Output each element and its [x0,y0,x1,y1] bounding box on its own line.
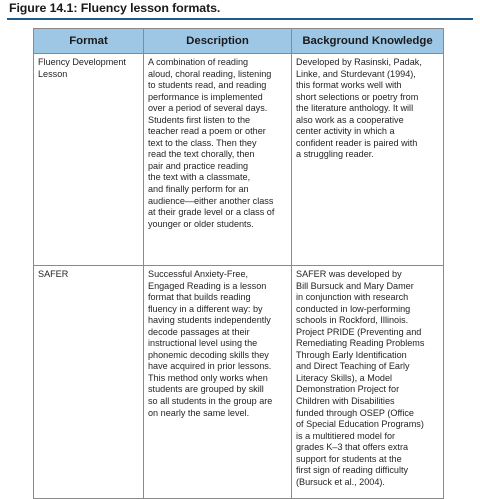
text-line: Remediating Reading Problems [296,338,425,349]
description-text [148,269,287,419]
text-line: Demonstration Project for [296,384,400,395]
text-line: text to the class. Then they [148,137,257,148]
text-line: also work as a cooperative [296,114,404,125]
table-row [34,54,444,266]
format-cell [34,266,144,499]
title-rule [7,18,473,20]
text-line: aloud, choral reading, listening [148,68,272,79]
text-line: SAFER [38,269,69,279]
text-line: performance is implemented [148,91,263,102]
text-line: this format works well with [296,80,402,91]
text-line: is a multitiered model for [296,430,396,441]
text-line: have acquired in prior lessons. [148,361,272,372]
text-line: Children with Disabilities [296,396,395,407]
text-line: in conjunction with research [296,292,409,303]
background-text [296,269,439,488]
text-line: Engaged Reading is a lesson [148,280,267,291]
text-line: SAFER was developed by [296,269,402,279]
text-line: Fluency Development [38,57,126,67]
text-line: support for students at the [296,453,402,464]
text-line: and Direct Teaching of Early [296,361,410,372]
text-line: so all students in the group are [148,396,273,407]
text-line: center activity in which a [296,126,395,137]
text-line: students are grouped by skill [148,384,264,395]
text-line: Lesson [38,68,68,79]
background-cell [292,266,444,499]
background-text [296,57,439,161]
text-line: funded through OSEP (Office [296,407,414,418]
text-line: format that builds reading [148,292,251,303]
text-line: younger or older students. [148,218,254,229]
text-line: Through Early Identification [296,349,407,360]
format-cell [34,54,144,266]
background-cell [292,54,444,266]
text-line: Project PRIDE (Preventing and [296,326,422,337]
text-line: phonemic decoding skills they [148,349,269,360]
text-line: read the text chorally, then [148,149,255,160]
text-line: Developed by Rasinski, Padak, [296,57,422,67]
header-format: Format [34,29,144,54]
header-background-knowledge: Background Knowledge [292,29,444,54]
description-text [148,57,287,230]
text-line: conducted in low-performing [296,303,411,314]
table-header-row [34,29,444,54]
description-cell [144,54,292,266]
text-line: schools in Rockford, Illinois. [296,315,409,326]
text-line: having students independently [148,315,271,326]
text-line: confident reader is paired with [296,137,418,148]
text-line: A combination of reading [148,57,249,67]
text-line: (Bursuck et al., 2004). [296,476,385,487]
text-line: to students read, and reading [148,80,267,91]
text-line: of Special Education Programs) [296,419,424,430]
text-line: short selections or poetry from [296,91,419,102]
text-line: grades K–3 that offers extra [296,442,409,453]
text-line: This method only works when [148,372,268,383]
text-line: Bill Bursuck and Mary Damer [296,280,414,291]
text-line: teacher read a poem or other [148,126,266,137]
table-row [34,266,444,499]
text-line: first sign of reading difficulty [296,465,409,476]
text-line: instructional level using the [148,338,258,349]
text-line: Linke, and Sturdevant (1994), [296,68,416,79]
format-text [38,269,139,281]
text-line: Successful Anxiety-Free, [148,269,249,279]
text-line: at their grade level or a class of [148,207,275,218]
text-line: and finally perform for an [148,184,249,195]
text-line: audience—either another class [148,195,274,206]
text-line: on nearly the same level. [148,407,250,418]
header-description: Description [144,29,292,54]
figure-title: Figure 14.1: Fluency lesson formats. [9,1,221,15]
text-line: decode passages at their [148,326,250,337]
text-line: the text with a classmate, [148,172,251,183]
text-line: a struggling reader. [296,149,374,160]
text-line: Students first listen to the [148,114,251,125]
description-cell [144,266,292,499]
text-line: over a period of several days. [148,103,268,114]
fluency-formats-table [33,28,444,499]
text-line: fluency in a different way: by [148,303,263,314]
text-line: Literacy Skills), a Model [296,372,393,383]
text-line: the literature anthology. It will [296,103,414,114]
format-text [38,57,139,80]
text-line: pair and practice reading [148,160,249,171]
